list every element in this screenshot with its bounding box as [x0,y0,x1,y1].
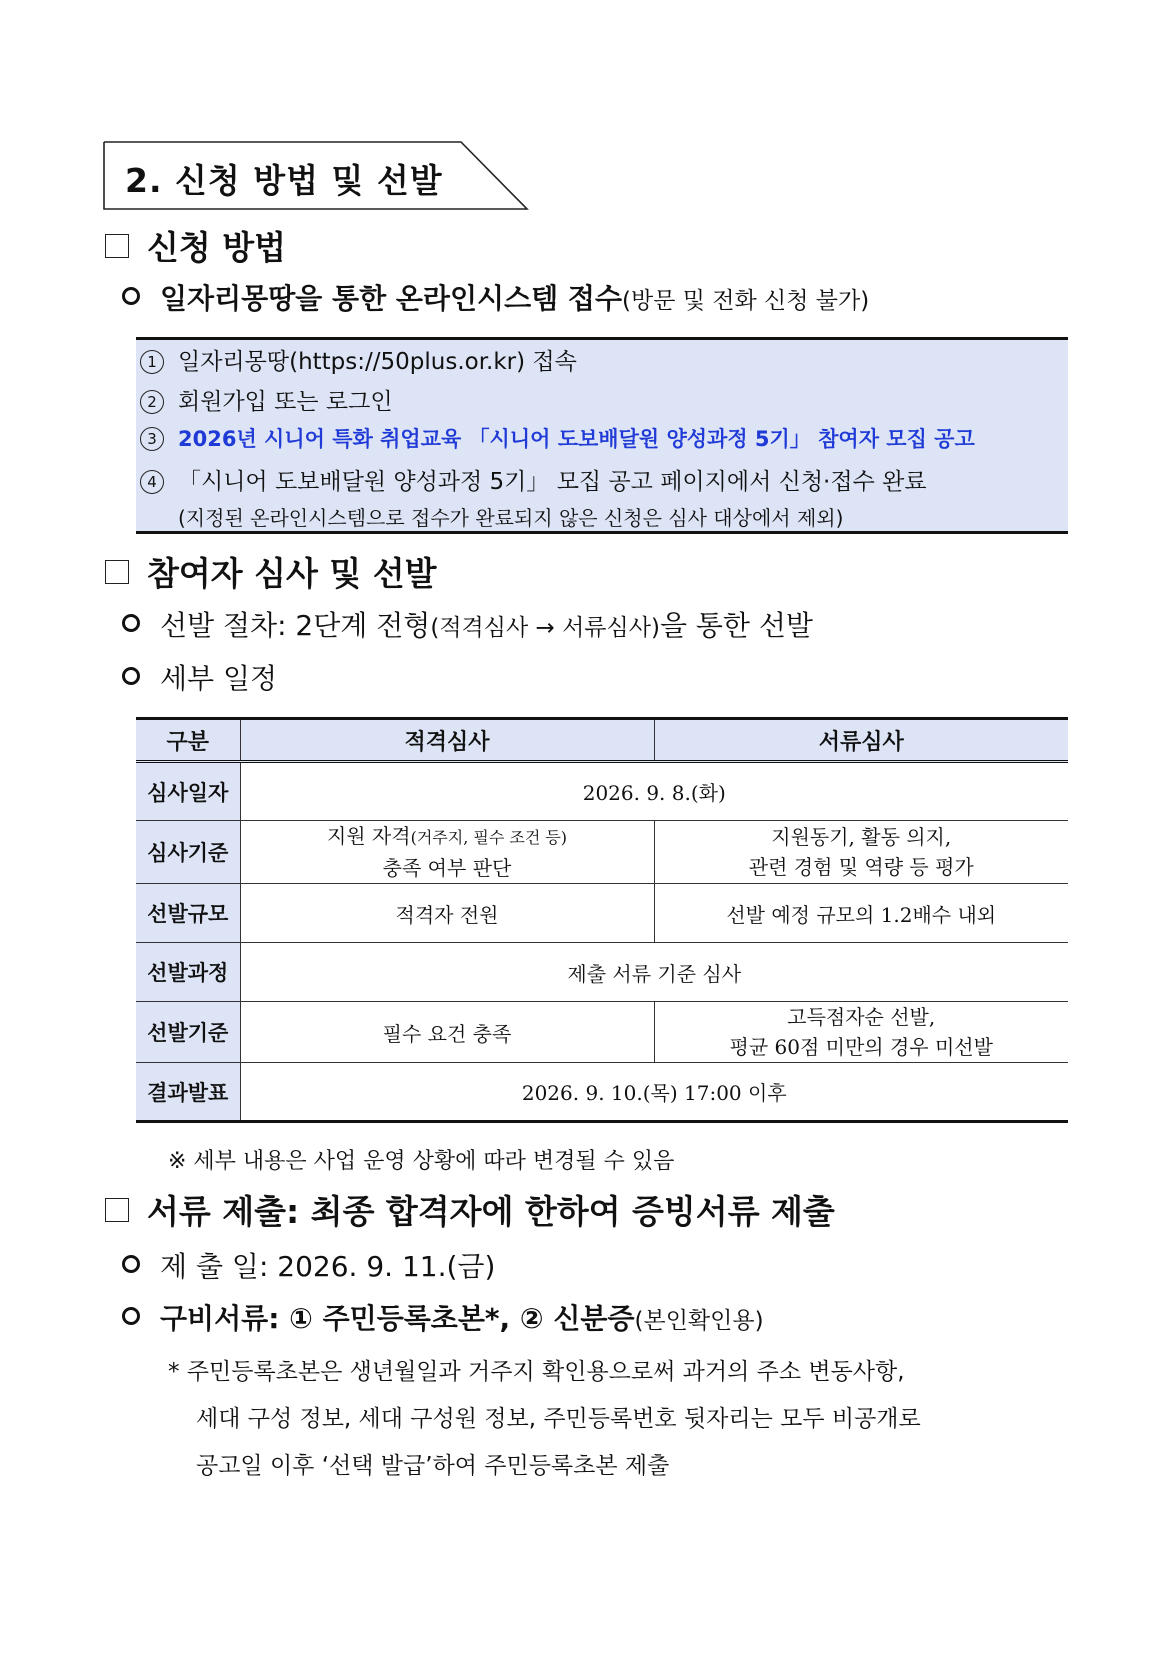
apply-steps-box [136,337,1068,534]
docs-bullet-1-text: 제 출 일: 2026. 9. 11.(금) [160,1250,496,1283]
schedule-note: ※ 세부 내용은 사업 운영 상황에 따라 변경될 수 있음 [168,1149,675,1174]
selection-bullet-2 [122,657,277,697]
table-cell: 2026. 9. 10.(목) 17:00 이후 [240,1063,1068,1122]
table-row [136,884,1068,943]
section-title: 2. 신청 방법 및 선발 [125,161,443,200]
step-note: (지정된 온라인시스템으로 접수가 완료되지 않은 신청은 심사 대상에서 제외) [178,506,844,530]
cell-text: 평균 60점 미만의 경우 미선발 [729,1035,993,1059]
circle-bullet-icon [122,1307,140,1325]
docs-bullet-2-main: 구비서류: ① 주민등록초본*, ② 신분증 [160,1302,635,1335]
apply-heading [105,222,286,269]
selection-heading-text: 참여자 심사 및 선발 [147,554,437,593]
table-cell: 적격자 전원 [240,884,654,943]
table-cell: 선발 예정 규모의 1.2배수 내외 [654,884,1068,943]
apply-bullet [122,277,869,317]
table-header-cell: 적격심사 [240,719,654,762]
step-item [140,383,393,416]
row-label: 심사기준 [136,821,240,884]
checkbox-square-icon [105,560,129,584]
table-cell [240,821,654,884]
table-cell [654,1002,1068,1063]
step-text: 회원가입 또는 로그인 [178,389,393,415]
cell-text: 지원 자격 [326,824,411,848]
selection-bullet-1-a: 선발 절차: 2단계 전형 [160,609,431,642]
step-number-icon: 2 [140,390,164,414]
table-row [136,1002,1068,1063]
table-row [136,762,1068,821]
row-label: 심사일자 [136,762,240,821]
selection-heading [105,548,437,595]
table-cell [654,821,1068,884]
step-number-icon: 3 [140,427,164,451]
docs-footnote-line-2: 세대 구성 정보, 세대 구성원 정보, 주민등록번호 뒷자리는 모두 비공개로 [196,1406,921,1432]
table-header-row [136,719,1068,762]
apply-bullet-main: 일자리몽땅을 통한 온라인시스템 접수 [160,282,623,315]
cell-text: 충족 여부 판단 [382,856,512,880]
docs-footnote-line-3: 공고일 이후 ‘선택 발급’하여 주민등록초본 제출 [196,1453,670,1479]
checkbox-square-icon [105,1198,129,1222]
circle-bullet-icon [122,667,140,685]
step-item-highlight [140,423,975,453]
selection-bullet-1-c: 을 통한 선발 [659,609,813,642]
circle-bullet-icon [122,1255,140,1273]
selection-bullet-2-text: 세부 일정 [160,662,278,695]
apply-heading-text: 신청 방법 [147,228,287,267]
docs-bullet-1 [122,1245,495,1285]
selection-bullet-1 [122,604,813,644]
table-cell: 제출 서류 기준 심사 [240,943,1068,1002]
apply-bullet-sub: (방문 및 전화 신청 불가) [622,288,870,314]
step-item [140,463,927,496]
table-header-cell: 구분 [136,719,240,762]
cell-text-small: (거주지, 필수 조건 등) [410,828,568,847]
docs-heading-text: 서류 제출: 최종 합격자에 한하여 증빙서류 제출 [147,1192,835,1231]
table-header-cell: 서류심사 [654,719,1068,762]
checkbox-square-icon [105,234,129,258]
cell-text: 관련 경험 및 역량 등 평가 [748,855,974,879]
step-number-icon: 1 [140,350,164,374]
circle-bullet-icon [122,614,140,632]
row-label: 결과발표 [136,1063,240,1122]
table-cell: 2026. 9. 8.(화) [240,762,1068,821]
table-cell: 필수 요건 충족 [240,1002,654,1063]
table-row [136,943,1068,1002]
docs-heading [105,1186,835,1233]
selection-bullet-1-b: (적격심사 → 서류심사) [430,615,660,641]
step-item [140,343,577,376]
table-row [136,821,1068,884]
table-row [136,1063,1068,1122]
step-text: 일자리몽땅(https://50plus.or.kr) 접속 [178,349,577,375]
cell-text: 고득점자순 선발, [787,1005,936,1029]
docs-footnote-line-1: * 주민등록초본은 생년월일과 거주지 확인용으로써 과거의 주소 변동사항, [168,1359,905,1385]
row-label: 선발과정 [136,943,240,1002]
schedule-table [136,717,1068,1123]
cell-text: 지원동기, 활동 의지, [771,825,952,849]
row-label: 선발기준 [136,1002,240,1063]
section-header [103,141,529,210]
step-number-icon: 4 [140,470,164,494]
step-text: 2026년 시니어 특화 취업교육 「시니어 도보배달원 양성과정 5기」 참여자 모집 공고 [178,427,975,451]
step-text: 「시니어 도보배달원 양성과정 5기」 모집 공고 페이지에서 신청·접수 완료 [178,469,927,495]
circle-bullet-icon [122,287,140,305]
row-label: 선발규모 [136,884,240,943]
docs-bullet-2-sub: (본인확인용) [634,1308,764,1334]
docs-bullet-2 [122,1297,764,1337]
